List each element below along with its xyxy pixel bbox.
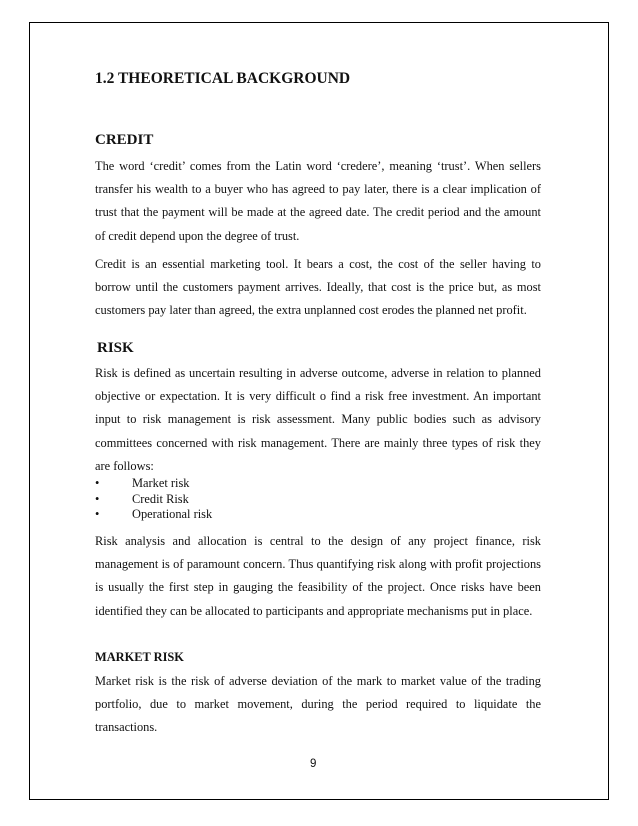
section-heading: 1.2 THEORETICAL BACKGROUND xyxy=(95,70,351,87)
bullet-icon: • xyxy=(95,507,100,521)
list-item-label: Market risk xyxy=(132,476,190,490)
bullet-icon: • xyxy=(95,476,100,490)
credit-paragraph-2: Credit is an essential marketing tool. It bears a cost, the cost of the seller having to borrow until the customers payment arrives. Ideally, that cost is the price but, as most customers pay later than agreed, the extra unplanned cost erodes the planned net profit. xyxy=(95,257,541,318)
credit-paragraph-1: The word ‘credit’ comes from the Latin word ‘credere’, meaning ‘trust’. When sellers transfer his wealth to a buyer who has agreed to pay later, there is a clear implication of trust that the payment will be made at the agreed date. The credit period and the amount of credit depend upon the degree of trust. xyxy=(95,159,541,243)
list-item-label: Operational risk xyxy=(132,507,213,521)
risk-heading: RISK xyxy=(97,340,134,356)
list-item xyxy=(95,476,541,492)
list-item xyxy=(95,492,541,508)
credit-heading: CREDIT xyxy=(95,132,154,148)
page-number: 9 xyxy=(310,758,317,770)
risk-paragraph-2: Risk analysis and allocation is central to the design of any project finance, risk management is of paramount concern. Thus quantifying risk along with profit projections is usually the first step in gauging the feasibility of the project. Once risks have been identified they can be allocated to participants and appropriate mechanisms put in place. xyxy=(95,534,541,618)
risk-paragraph-1: Risk is defined as uncertain resulting in adverse outcome, adverse in relation to planned objective or expectation. It is very difficult o find a risk free investment. An important input to risk management is risk assessment. Many public bodies such as advisory committees concerned with risk management. There are mainly three types of risk they are follows: xyxy=(95,366,541,473)
risk-type-list xyxy=(95,476,541,523)
market-risk-paragraph: Market risk is the risk of adverse deviation of the mark to market value of the trading portfolio, due to market movement, during the period required to liquidate the transactions. xyxy=(95,674,541,735)
market-risk-heading: MARKET RISK xyxy=(95,650,184,664)
bullet-icon: • xyxy=(95,491,100,506)
list-item-label: Credit Risk xyxy=(132,491,189,506)
list-item xyxy=(95,507,541,523)
